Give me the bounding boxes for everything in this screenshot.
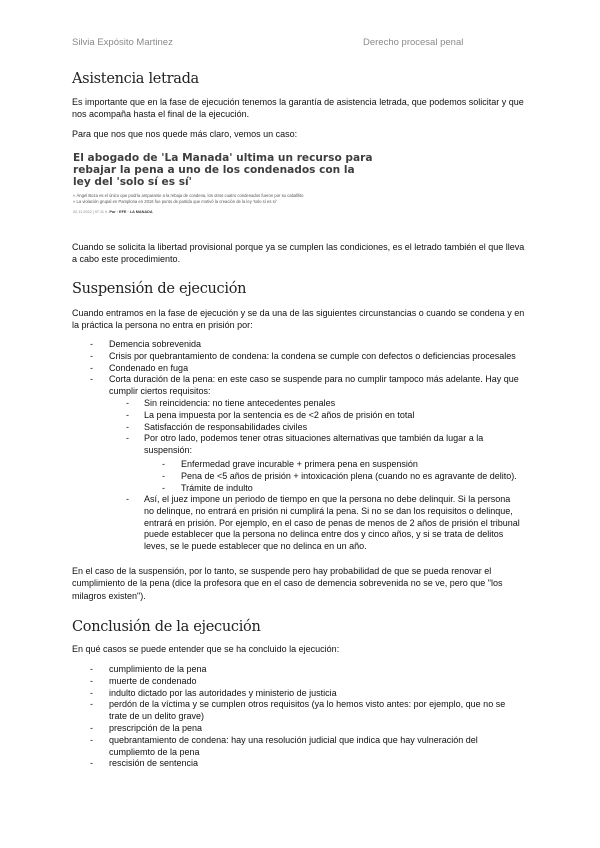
list-item: - perdón de la víctima y se cumplen otros requisitos (ya lo hemos visto antes: por ejemplo, que no se trate de un delito grave) (90, 699, 522, 723)
paragraph: En el caso de la suspensión, por lo tanto, se suspende pero hay probabilidad de que se pueda renovar el cumplimiento de la pena (dice la profesora que en el caso de demencia sobrevenida no se ve, pero que "los milagros existen"). (72, 566, 503, 601)
header-subject: Derecho procesal penal (363, 37, 464, 48)
list-item: - Demencia sobrevenida (90, 339, 522, 351)
news-date: 02.11.2022 | 07:11 h. (73, 210, 109, 214)
list-item: - Condenado en fuga (90, 363, 522, 375)
news-bullet: » La violación grupal en Pamplona en 2016 fue punto de partida que motivó la creación de la ley 'solo sí es sí' (73, 199, 277, 204)
list-item: - quebrantamiento de condena: hay una resolución judicial que indica que hay vulneración del cumpliemto de la pena (90, 735, 522, 759)
news-headline: El abogado de 'La Manada' ultima un recurso para rebajar la pena a uno de los condenados con la ley del 'solo sí es sí' (73, 152, 373, 188)
list-item: - Corta duración de la pena: en este caso se suspende para no cumplir tampoco más adelante. Hay que cumplir ciertos requisitos: (90, 374, 522, 398)
section-title-conclusion: Conclusión de la ejecución (72, 619, 261, 635)
suspension-list (90, 339, 522, 398)
list-item: - cumplimiento de la pena (90, 664, 522, 676)
header-author: Silvia Expósito Martinez (72, 37, 173, 48)
news-bullets (73, 193, 373, 205)
list-item: - Por otro lado, podemos tener otras situaciones alternativas que también da lugar a la suspensión: (126, 433, 521, 457)
news-meta (73, 210, 373, 214)
requirements-list-cont (126, 494, 521, 553)
alternatives-list (162, 459, 522, 494)
list-item: - Trámite de indulto (162, 483, 522, 495)
list-item: - prescripción de la pena (90, 723, 522, 735)
conclusion-list (90, 664, 522, 770)
paragraph: En qué casos se puede entender que se ha concluido la ejecución: (72, 644, 340, 654)
list-item: - Sin reincidencia: no tiene antecedentes penales (126, 398, 521, 410)
paragraph: Cuando entramos en la fase de ejecución y se da una de las siguientes circunstancias o cuando se condena y en la práctica la persona no entra en prisión por: (72, 308, 525, 331)
list-item: - Así, el juez impone un periodo de tiempo en que la persona no debe delinquir. Si la persona no delinque, no entrará en prisión ni cumplirá la pena. Si no se dan los requisitos o delinque, entrará en prisión. Por ejemplo, en el caso de penas de menos de 2 años de prisión el tribunal puede establecer que la persona no delinca entre dos y cinco años, y si se trata de delitos leves, se le puede establecer que no delinca en un año. (126, 494, 521, 553)
news-bullet: » Ángel Boza es el único que podría ampararse a la rebaja de condena, los otros cuatro condenados fueron por su caballlito (73, 193, 304, 198)
list-item: - Satisfacción de responsabilidades civiles (126, 422, 521, 434)
section-title-suspension: Suspensión de ejecución (72, 281, 247, 297)
list-item: - La pena impuesta por la sentencia es de <2 años de prisión en total (126, 410, 521, 422)
news-clipping-image (73, 152, 373, 222)
list-item: - rescisión de sentencia (90, 758, 522, 770)
paragraph: Cuando se solicita la libertad provisional porque ya se cumplen las condiciones, es el letrado también el que lleva a cabo este procedimiento. (72, 242, 525, 265)
news-byline: Por · EFE · LA MANADA (109, 210, 153, 214)
list-item: - indulto dictado por las autoridades y ministerio de justicia (90, 688, 522, 700)
list-item: - Pena de <5 años de prisión + intoxicación plena (cuando no es agravante de delito). (162, 471, 522, 483)
list-item: - muerte de condenado (90, 676, 522, 688)
list-item: - Crisis por quebrantamiento de condena: la condena se cumple con defectos o deficiencias procesales (90, 351, 522, 363)
list-item: - Enfermedad grave incurable + primera pena en suspensión (162, 459, 522, 471)
paragraph: Para que nos que nos quede más claro, vemos un caso: (72, 129, 298, 139)
section-title-asistencia: Asistencia letrada (72, 71, 199, 87)
requirements-list (126, 398, 521, 457)
paragraph: Es importante que en la fase de ejecución tenemos la garantía de asistencia letrada, que podemos solicitar y que nos acompaña hasta el final de la ejecución. (72, 97, 524, 120)
